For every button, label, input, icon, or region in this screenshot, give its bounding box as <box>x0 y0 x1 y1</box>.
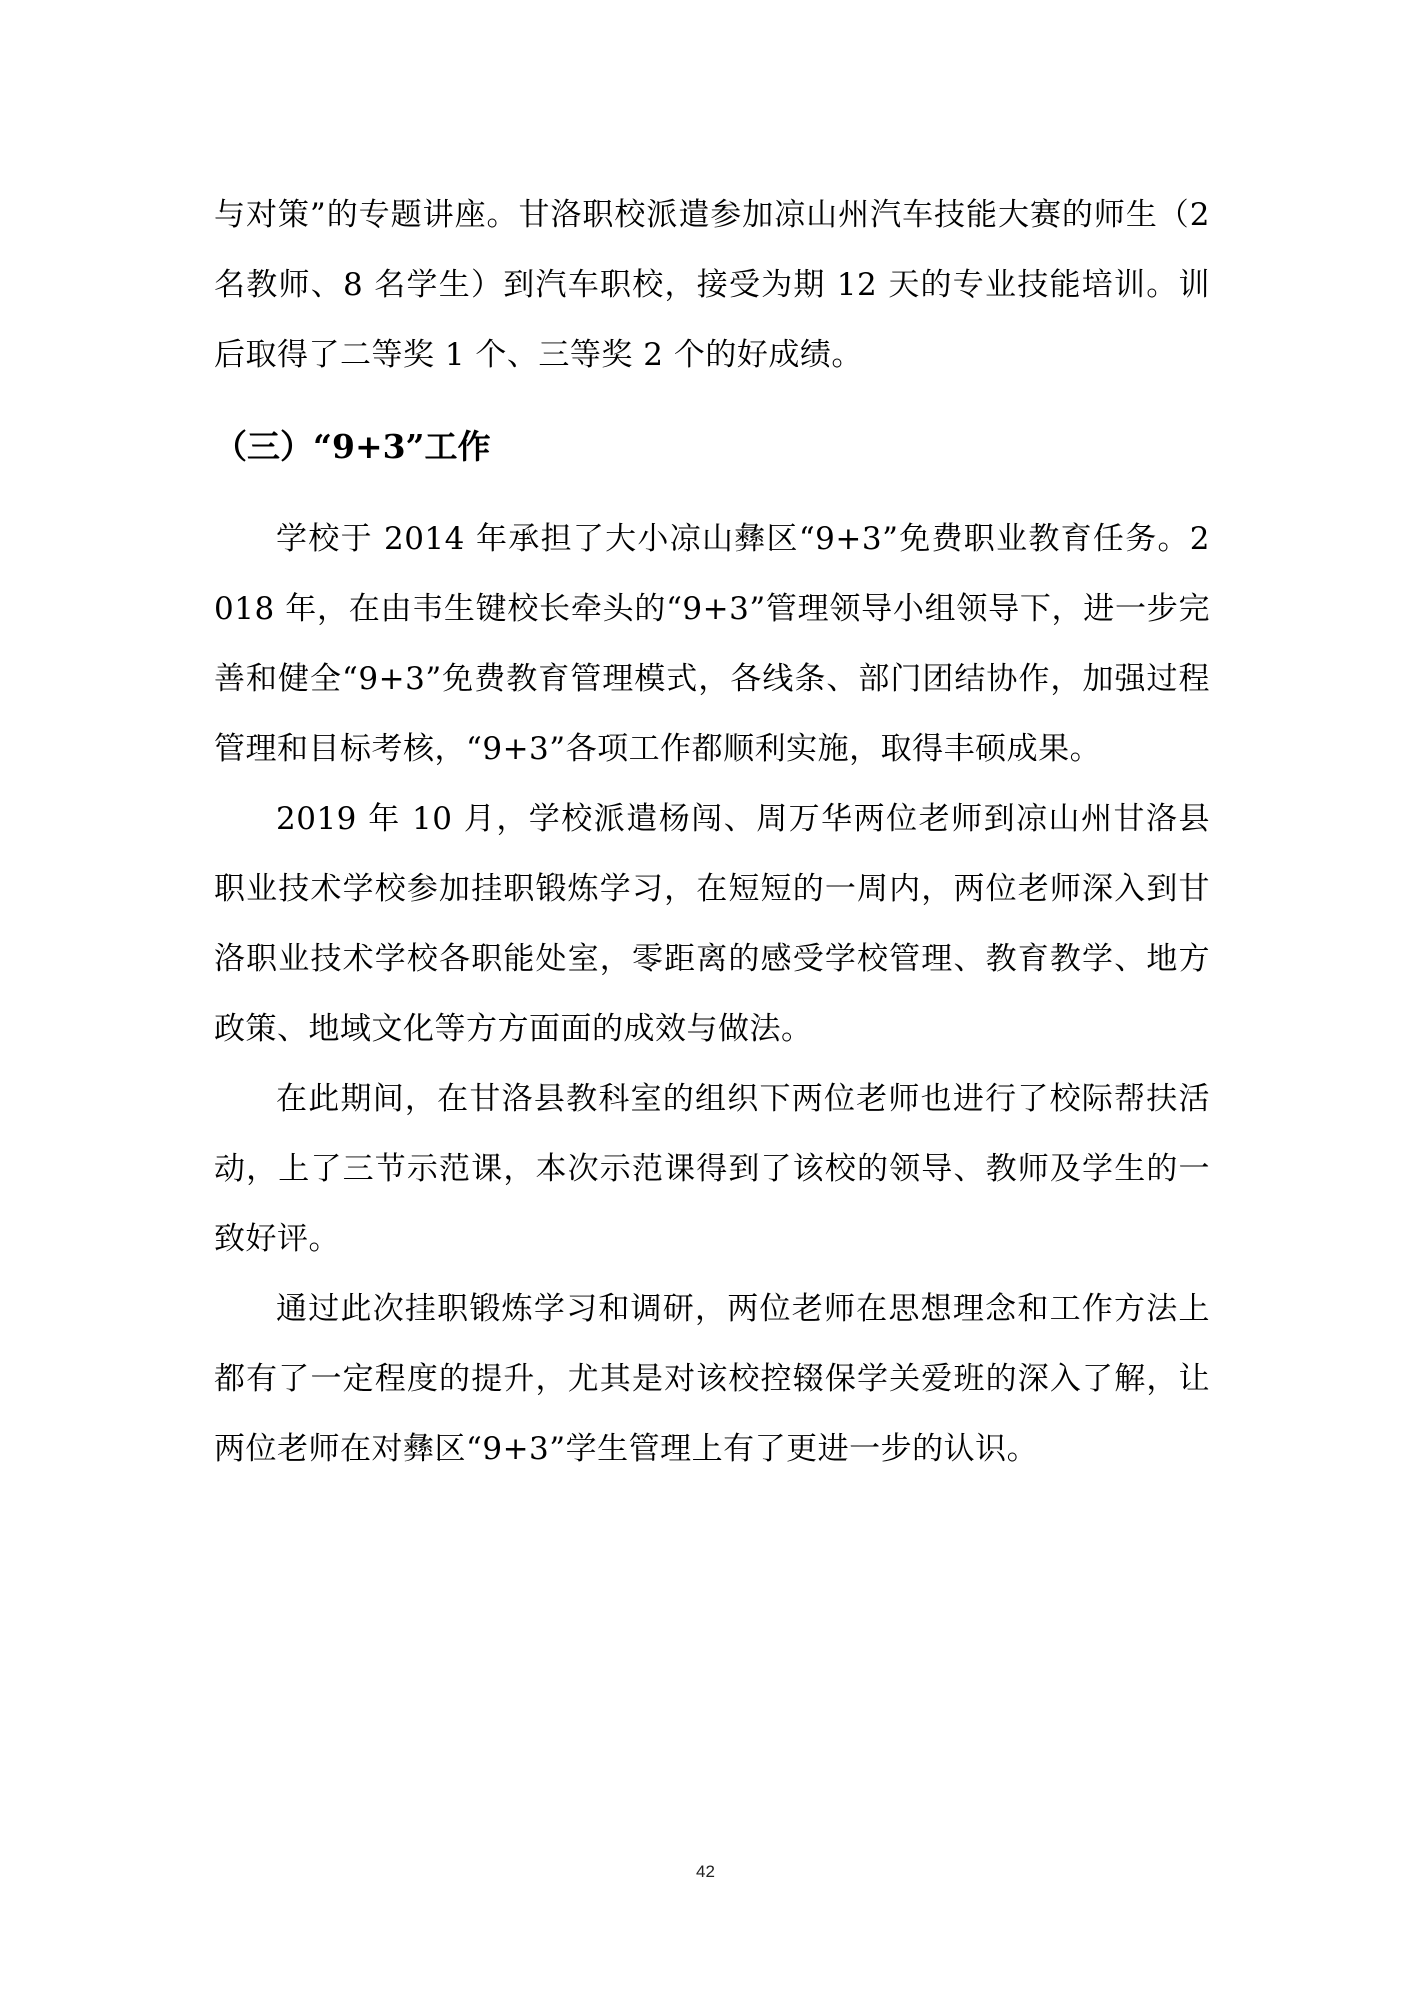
section-heading: （三）“9+3”工作 <box>214 427 491 466</box>
continued-paragraph: 与对策”的专题讲座。甘洛职校派遣参加凉山州汽车技能大赛的师生（2 名教师、8 名学生）到汽车职校，接受为期 12 天的专业技能培训。训后取得了二等奖 1 个、三等奖 2 个的好成绩。 <box>214 197 1210 373</box>
page-content <box>214 180 1210 1484</box>
paragraph-1: 学校于 2014 年承担了大小凉山彝区“9+3”免费职业教育任务。2018 年，在由韦生键校长牵头的“9+3”管理领导小组领导下，进一步完善和健全“9+3”免费教育管理模式，各线条、部门团结协作，加强过程管理和目标考核，“9+3”各项工作都顺利实施，取得丰硕成果。 <box>214 521 1210 767</box>
paragraph-2: 2019 年 10 月，学校派遣杨闯、周万华两位老师到凉山州甘洛县职业技术学校参加挂职锻炼学习，在短短的一周内，两位老师深入到甘洛职业技术学校各职能处室，零距离的感受学校管理、教育教学、地方政策、地域文化等方方面面的成效与做法。 <box>214 801 1210 1047</box>
paragraph-4: 通过此次挂职锻炼学习和调研，两位老师在思想理念和工作方法上都有了一定程度的提升，尤其是对该校控辍保学关爱班的深入了解，让两位老师在对彝区“9+3”学生管理上有了更进一步的认识。 <box>214 1291 1210 1467</box>
page-number: 42 <box>696 1862 715 1881</box>
paragraph-3: 在此期间，在甘洛县教科室的组织下两位老师也进行了校际帮扶活动，上了三节示范课，本次示范课得到了该校的领导、教师及学生的一致好评。 <box>214 1081 1210 1257</box>
